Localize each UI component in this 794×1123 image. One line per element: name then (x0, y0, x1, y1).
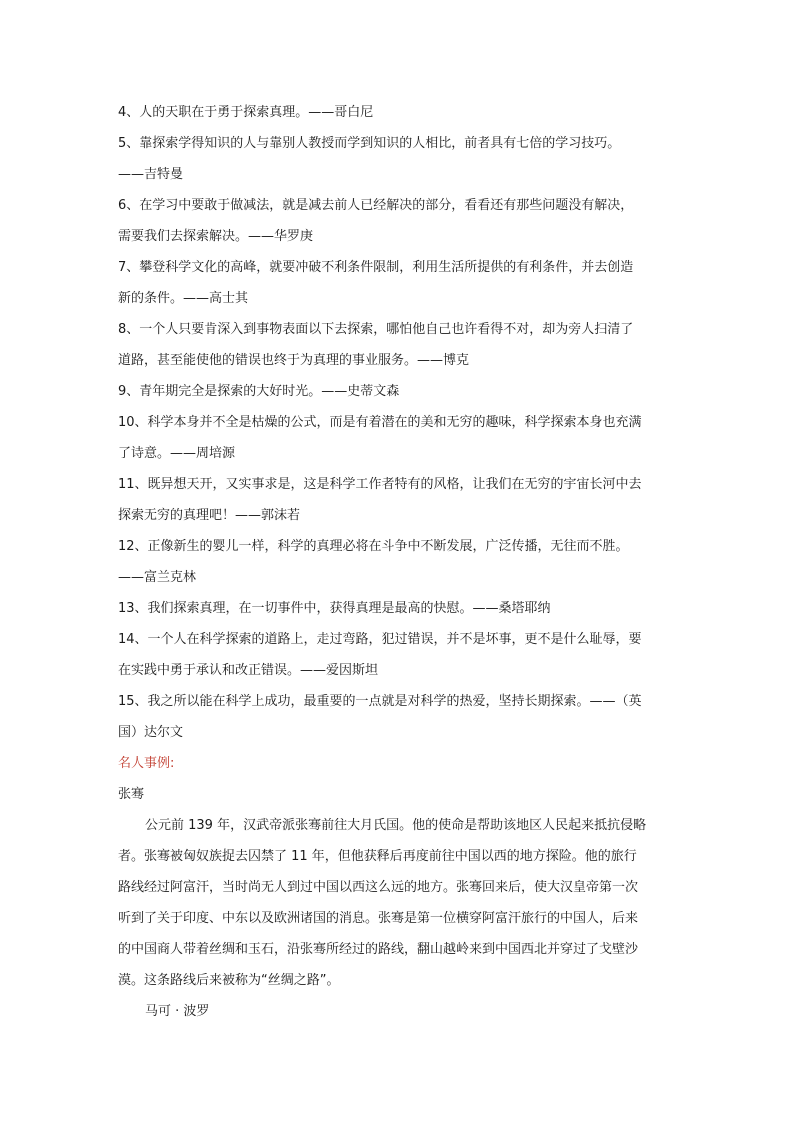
quote-line: 8、一个人只要肯深入到事物表面以下去探索，哪怕他自己也许看得不对，却为旁人扫清了 (118, 322, 634, 337)
quote-line: 需要我们去探索解决。——华罗庚 (118, 229, 314, 244)
quote-line: 9、青年期完全是探索的大好时光。——史蒂文森 (118, 384, 400, 399)
paragraph-line: 公元前 139 年，汉武帝派张骞前往大月氏国。他的使命是帮助该地区人民起来抵抗侵略 (145, 818, 647, 833)
paragraph-line: 漠。这条路线后来被称为“丝绸之路”。 (118, 973, 340, 988)
quote-line: 6、在学习中要敢于做减法，就是减去前人已经解决的部分，看看还有那些问题没有解决， (118, 198, 634, 213)
quote-line: 7、攀登科学文化的高峰，就要冲破不利条件限制，利用生活所提供的有利条件，并去创造 (118, 260, 634, 275)
quote-line: 道路，甚至能使他的错误也终于为真理的事业服务。——博克 (118, 353, 470, 368)
subject-name: 张骞 (118, 787, 145, 802)
quote-line: 国）达尔文 (118, 725, 184, 740)
next-subject-name: 马可 · 波罗 (145, 1004, 210, 1019)
quote-line: ——富兰克林 (118, 570, 197, 585)
quote-line: 15、我之所以能在科学上成功，最重要的一点就是对科学的热爱，坚持长期探索。——（英 (118, 694, 642, 709)
quote-line: 4、人的天职在于勇于探索真理。——哥白尼 (118, 105, 374, 120)
section-heading: 名人事例: (118, 756, 175, 771)
paragraph-line: 路线经过阿富汗，当时尚无人到过中国以西这么远的地方。张骞回来后，使大汉皇帝第一次 (118, 880, 639, 895)
quote-line: 10、科学本身并不全是枯燥的公式，而是有着潜在的美和无穷的趣味，科学探索本身也充满 (118, 415, 642, 430)
quote-line: 12、正像新生的婴儿一样，科学的真理必将在斗争中不断发展，广泛传播，无往而不胜。 (118, 539, 629, 554)
quote-line: 11、既异想天开，又实事求是，这是科学工作者特有的风格，让我们在无穷的宇宙长河中去 (118, 477, 642, 492)
quote-line: 了诗意。——周培源 (118, 446, 236, 461)
paragraph-line: 者。张骞被匈奴族捉去囚禁了 11 年，但他获释后再度前往中国以西的地方探险。他的旅行 (118, 849, 637, 864)
quote-line: 新的条件。——高士其 (118, 291, 249, 306)
quote-line: 14、一个人在科学探索的道路上，走过弯路，犯过错误，并不是坏事，更不是什么耻辱，要 (118, 632, 642, 647)
paragraph-line: 的中国商人带着丝绸和玉石，沿张骞所经过的路线，翻山越岭来到中国西北并穿过了戈壁沙 (118, 942, 639, 957)
quote-line: 13、我们探索真理，在一切事件中，获得真理是最高的快慰。——桑塔耶纳 (118, 601, 551, 616)
paragraph-line: 听到了关于印度、中东以及欧洲诸国的消息。张骞是第一位横穿阿富汗旅行的中国人，后来 (118, 911, 639, 926)
quote-line: 在实践中勇于承认和改正错误。——爱因斯坦 (118, 663, 379, 678)
quote-line: 5、靠探索学得知识的人与靠别人教授而学到知识的人相比，前者具有七倍的学习技巧。 (118, 136, 621, 151)
quote-line: 探索无穷的真理吧！——郭沫若 (118, 508, 301, 523)
quote-line: ——吉特曼 (118, 167, 184, 182)
document-page (118, 100, 678, 1030)
